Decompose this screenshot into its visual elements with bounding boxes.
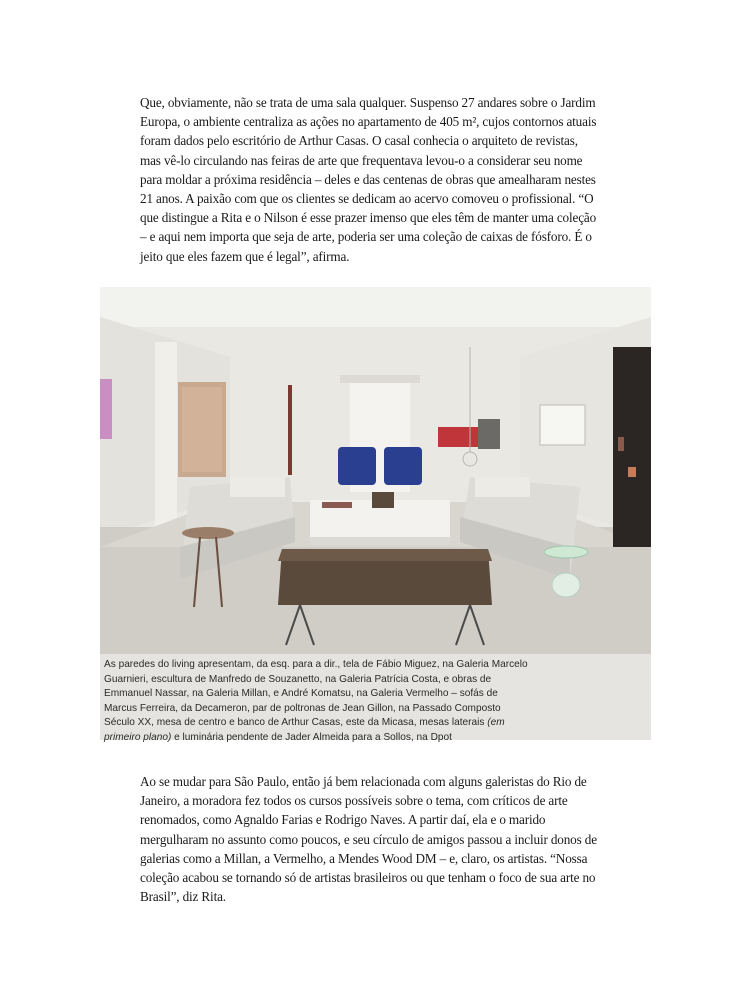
caption-line: As paredes do living apresentam, da esq. para a dir., tela de Fábio Miguez, na Galeria Marcelo bbox=[104, 659, 528, 670]
paragraph-line: renomados, como Agnaldo Farias e Rodrigo Naves. A partir daí, ela e o marido bbox=[140, 812, 546, 828]
paragraph-line: coleção acabou se tornando só de artistas brasileiros ou que tenham o foco de sua arte no bbox=[140, 870, 596, 886]
caption-line: Marcus Ferreira, da Decameron, par de poltronas de Jean Gillon, na Passado Composto bbox=[104, 702, 501, 714]
pendant-lamp bbox=[463, 452, 477, 466]
paragraph-line: galerias como a Millan, a Vermelho, a Mendes Wood DM – e, claro, os artistas. “Nossa bbox=[140, 850, 588, 866]
sculpture bbox=[288, 385, 292, 475]
paragraph-line: jeito que eles fazem que é legal”, afirma. bbox=[140, 248, 350, 264]
living-room-photo bbox=[100, 287, 651, 654]
paragraph-line: Que, obviamente, não se trata de uma sala qualquer. Suspenso 27 andares sobre o Jardim bbox=[140, 95, 596, 110]
caption-line: Emmanuel Nassar, na Galeria Millan, e André Komatsu, na Galeria Vermelho – sofás de bbox=[104, 688, 498, 699]
paragraph-line: – e aqui nem importa que seja de arte, poderia ser uma coleção de caixas de fósforo. É o bbox=[140, 229, 592, 245]
side-table-right bbox=[544, 546, 588, 558]
caption-line: Guarnieri, escultura de Manfredo de Souzanetto, na Galeria Patrícia Costa, e obras de bbox=[104, 673, 492, 685]
paragraph-line: que distingue a Rita e o Nilson é esse prazer imenso que eles têm de manter uma coleção bbox=[140, 210, 597, 226]
armchair-right bbox=[384, 447, 422, 485]
caption-text: Século XX, mesa de centro e banco de Arthur Casas, este da Micasa, mesas laterais bbox=[104, 717, 485, 728]
photo-caption bbox=[100, 654, 651, 743]
paragraph-line: foram dados pelo escritório de Arthur Casas. O casal conhecia o arquiteto de revistas, bbox=[140, 133, 578, 149]
artwork-red bbox=[438, 427, 478, 447]
caption-line bbox=[104, 716, 647, 731]
paragraph-line: Ao se mudar para São Paulo, então já bem relacionada com alguns galeristas do Rio de bbox=[140, 774, 587, 789]
paragraph-line: mergulharam no assunto como poucos, e seu círculo de amigos passou a incluir donos de bbox=[140, 831, 597, 847]
paragraph-line: 21 anos. A paixão com que os clientes se dedicam ao acervo comoveu o profissional. “O bbox=[140, 191, 594, 207]
article-paragraph-1 bbox=[140, 93, 612, 266]
paragraph-line: Brasil”, diz Rita. bbox=[140, 889, 226, 905]
caption-italic: (em bbox=[487, 717, 505, 728]
side-table-left bbox=[182, 527, 234, 539]
caption-text: e luminária pendente de Jader Almeida para a Sollos, na Dpot bbox=[174, 731, 452, 743]
paragraph-line: mas vê-lo circulando nas feiras de arte que frequentava levou-o a considerar seu nome bbox=[140, 152, 583, 168]
paragraph-line: para moldar a próxima residência – deles e das centenas de obras que amealharam nestes bbox=[140, 171, 596, 187]
artwork-pink bbox=[100, 379, 112, 439]
caption-italic: primeiro plano) bbox=[104, 731, 172, 743]
artwork-right bbox=[540, 405, 585, 445]
caption-line bbox=[104, 731, 647, 746]
left-column bbox=[155, 342, 177, 542]
paragraph-line: Europa, o ambiente centraliza as ações no apartamento de 405 m², cujos contornos atuais bbox=[140, 114, 597, 130]
armchair-left bbox=[338, 447, 376, 485]
paragraph-line: Janeiro, a moradora fez todos os cursos possíveis sobre o tema, com críticos de arte bbox=[140, 793, 568, 809]
article-paragraph-2 bbox=[140, 772, 612, 906]
